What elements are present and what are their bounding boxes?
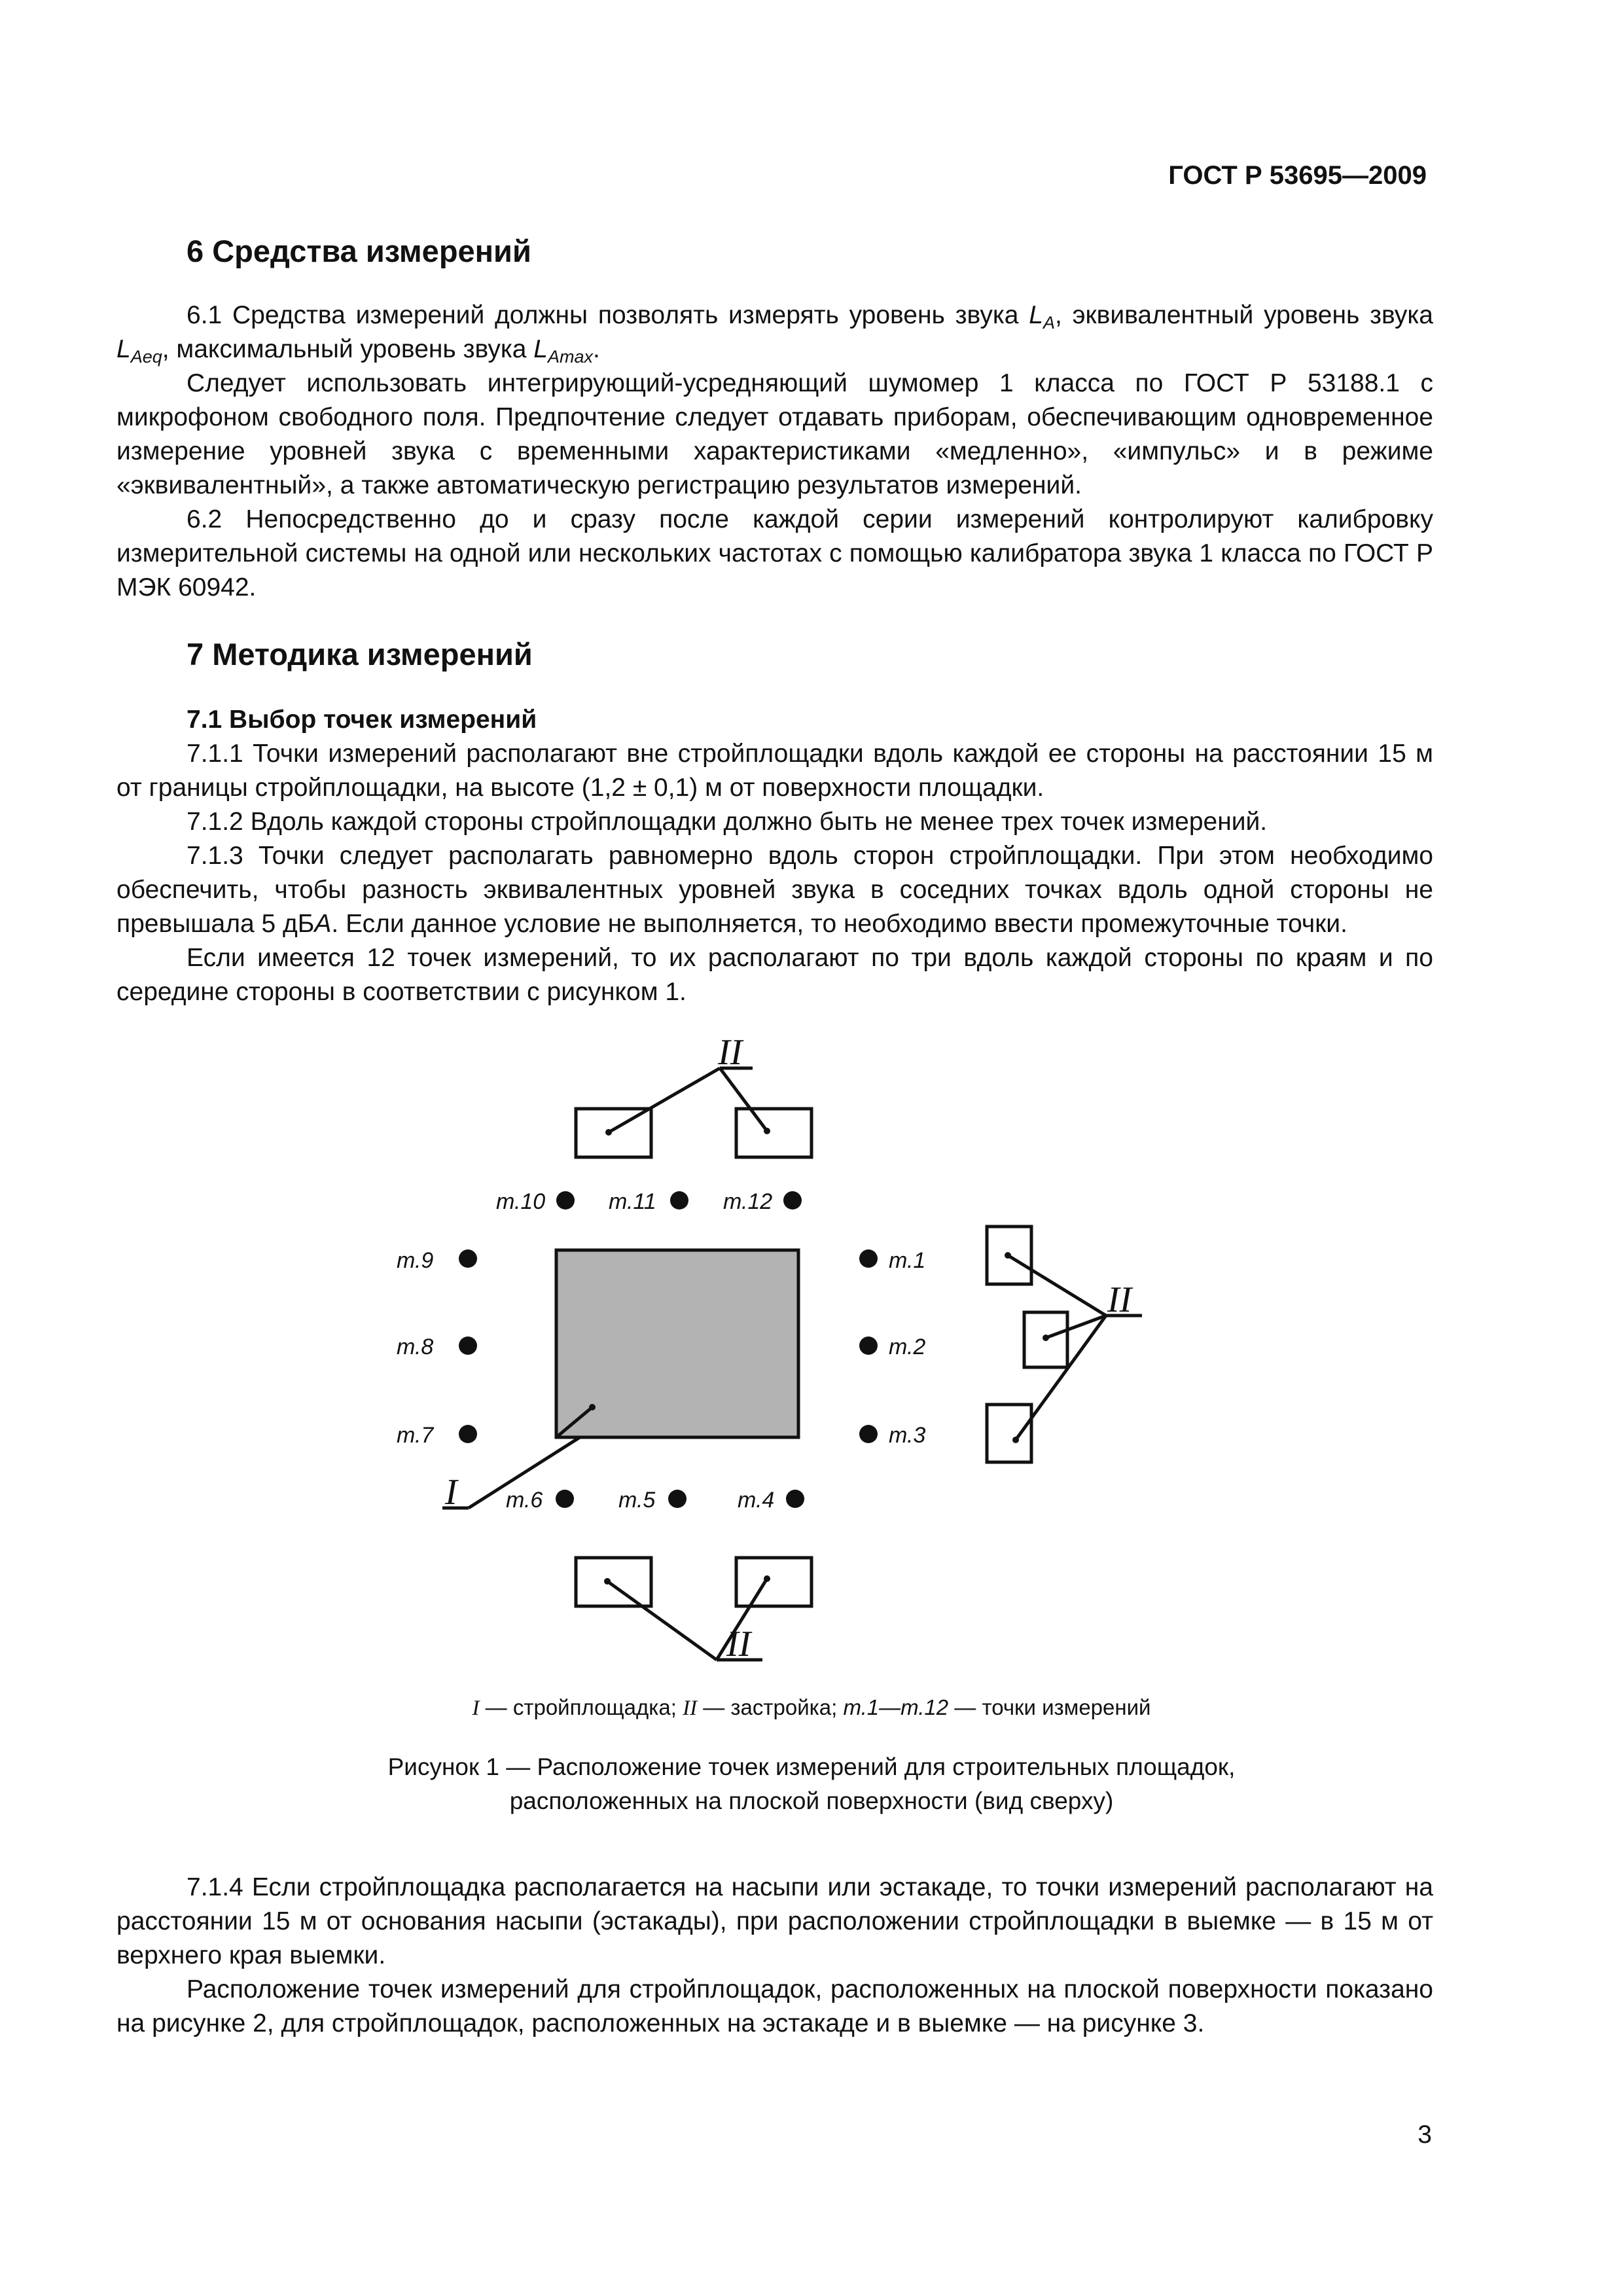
legend-i: I <box>472 1696 480 1720</box>
para-6-1-text-b: , эквивалентный уровень звука <box>1055 301 1433 329</box>
figure-1-caption <box>0 1750 1623 1818</box>
para-7-1-4: 7.1.4 Если стройплощадка располагается на насыпи или эстакаде, то точки измерений располагают на расстоянии 15 м от основания насыпи (эстакады), при расположении стройплощадки в выемке — в 15 м от верхнего края выемки. <box>116 1873 1433 1969</box>
para-7-1-3-points: Если имеется 12 точек измерений, то их располагают по три вдоль каждой стороны по краям и по середине стороны в соответствии с рисунком 1. <box>116 944 1433 1006</box>
legend-end: — точки измерений <box>948 1695 1151 1719</box>
measurement-point-7 <box>459 1425 477 1443</box>
para-6-1-text-c: , максимальный уровень звука <box>162 335 534 363</box>
building-bottom-right <box>736 1558 812 1606</box>
document-header: ГОСТ Р 53695—2009 <box>1168 161 1427 190</box>
building-bottom-left <box>576 1558 651 1606</box>
point-label-10: т.10 <box>496 1189 546 1214</box>
legend-i-text: — стройплощадка; <box>479 1695 683 1719</box>
figure-1-legend <box>0 1695 1623 1721</box>
measurement-point-1 <box>859 1249 878 1268</box>
para-6-1-text-a: 6.1 Средства измерений должны позволять измерять уровень звука <box>187 301 1029 329</box>
unit-a: А <box>314 910 332 938</box>
page-number: 3 <box>1418 2121 1432 2149</box>
point-label-2: т.2 <box>889 1335 926 1359</box>
point-label-12: т.12 <box>723 1189 773 1214</box>
point-label-7: т.7 <box>397 1423 434 1448</box>
label-buildings-bottom: II <box>726 1624 751 1664</box>
measurement-point-12 <box>783 1191 802 1210</box>
caption-line-2: расположенных на плоской поверхности (вид сверху) <box>509 1787 1114 1814</box>
section-6-title: 6 Средства измерений <box>187 234 531 268</box>
para-7-1-1: 7.1.1 Точки измерений располагают вне стройплощадки вдоль каждой ее стороны на расстоянии 15 м от границы стройплощадки, на высоте (1,2 ± 0,1) м от поверхности площадки. <box>116 740 1433 802</box>
para-7-1-3-text-b: . Если данное условие не выполняется, то необходимо ввести промежуточные точки. <box>331 910 1347 938</box>
measurement-point-9 <box>459 1249 477 1268</box>
measurement-point-2 <box>859 1336 878 1355</box>
measurement-point-5 <box>668 1490 687 1508</box>
para-7-1-3-text-a: 7.1.3 Точки следует располагать равномерно вдоль сторон стройплощадки. При этом необходимо обеспечить, чтобы разность эквивалентных уровней звука в соседних точках вдоль одной стороны не превышала 5 дБ <box>116 842 1433 938</box>
symbol-lamax-sub: Amax <box>547 347 594 367</box>
para-7-1-2: 7.1.2 Вдоль каждой стороны стройплощадки должно быть не менее трех точек измерений. <box>187 808 1268 836</box>
point-label-1: т.1 <box>889 1248 926 1273</box>
section-7-body-continued <box>116 1871 1433 2041</box>
measurement-point-4 <box>786 1490 804 1508</box>
label-buildings-top: II <box>718 1032 743 1073</box>
subsection-7-1-title: 7.1 Выбор точек измерений <box>187 706 537 734</box>
legend-ii-text: — застройка; <box>697 1695 844 1719</box>
symbol-laeq: L <box>116 335 131 363</box>
legend-ii: II <box>683 1696 698 1720</box>
measurement-point-8 <box>459 1336 477 1355</box>
label-buildings-right: II <box>1107 1280 1132 1320</box>
symbol-la: L <box>1029 301 1043 329</box>
symbol-lamax: L <box>533 335 548 363</box>
legend-range: т.1—т.12 <box>843 1695 949 1719</box>
section-7-title: 7 Методика измерений <box>187 637 533 672</box>
building-right-bottom <box>987 1405 1031 1462</box>
symbol-la-sub: A <box>1043 313 1056 332</box>
para-6-1-text-d: . <box>593 335 600 363</box>
measurement-point-6 <box>556 1490 574 1508</box>
point-label-4: т.4 <box>738 1488 775 1513</box>
point-label-5: т.5 <box>618 1488 656 1513</box>
point-label-8: т.8 <box>397 1335 434 1359</box>
measurement-point-3 <box>859 1425 878 1443</box>
para-6-1-instrument: Следует использовать интегрирующий-усредняющий шумомер 1 класса по ГОСТ Р 53188.1 с микрофоном свободного поля. Предпочтение следует отдавать приборам, обеспечивающим одновременное измерение уровней звука с временными характеристиками «медленно», «импульс» и в режиме «эквивалентный», а также автоматическую регистрацию результатов измерений. <box>116 369 1433 499</box>
para-7-1-4-figures: Расположение точек измерений для стройплощадок, расположенных на плоской поверхности показано на рисунке 2, для стройплощадок, расположенных на эстакаде и в выемке — на рисунке 3. <box>116 1975 1433 2037</box>
point-label-11: т.11 <box>609 1189 656 1214</box>
para-6-2: 6.2 Непосредственно до и сразу после каждой серии измерений контролируют калибровку измерительной системы на одной или нескольких частотах с помощью калибратора звука 1 класса по ГОСТ Р МЭК 60942. <box>116 505 1433 601</box>
point-label-9: т.9 <box>397 1248 434 1273</box>
caption-line-1: Рисунок 1 — Расположение точек измерений для строительных площадок, <box>387 1753 1236 1780</box>
measurement-point-11 <box>670 1191 688 1210</box>
measurement-point-10 <box>556 1191 575 1210</box>
symbol-laeq-sub: Aeq <box>130 347 162 367</box>
label-site: I <box>445 1472 457 1513</box>
point-label-3: т.3 <box>889 1423 926 1448</box>
building-top-right <box>736 1109 812 1157</box>
point-label-6: т.6 <box>506 1488 543 1513</box>
